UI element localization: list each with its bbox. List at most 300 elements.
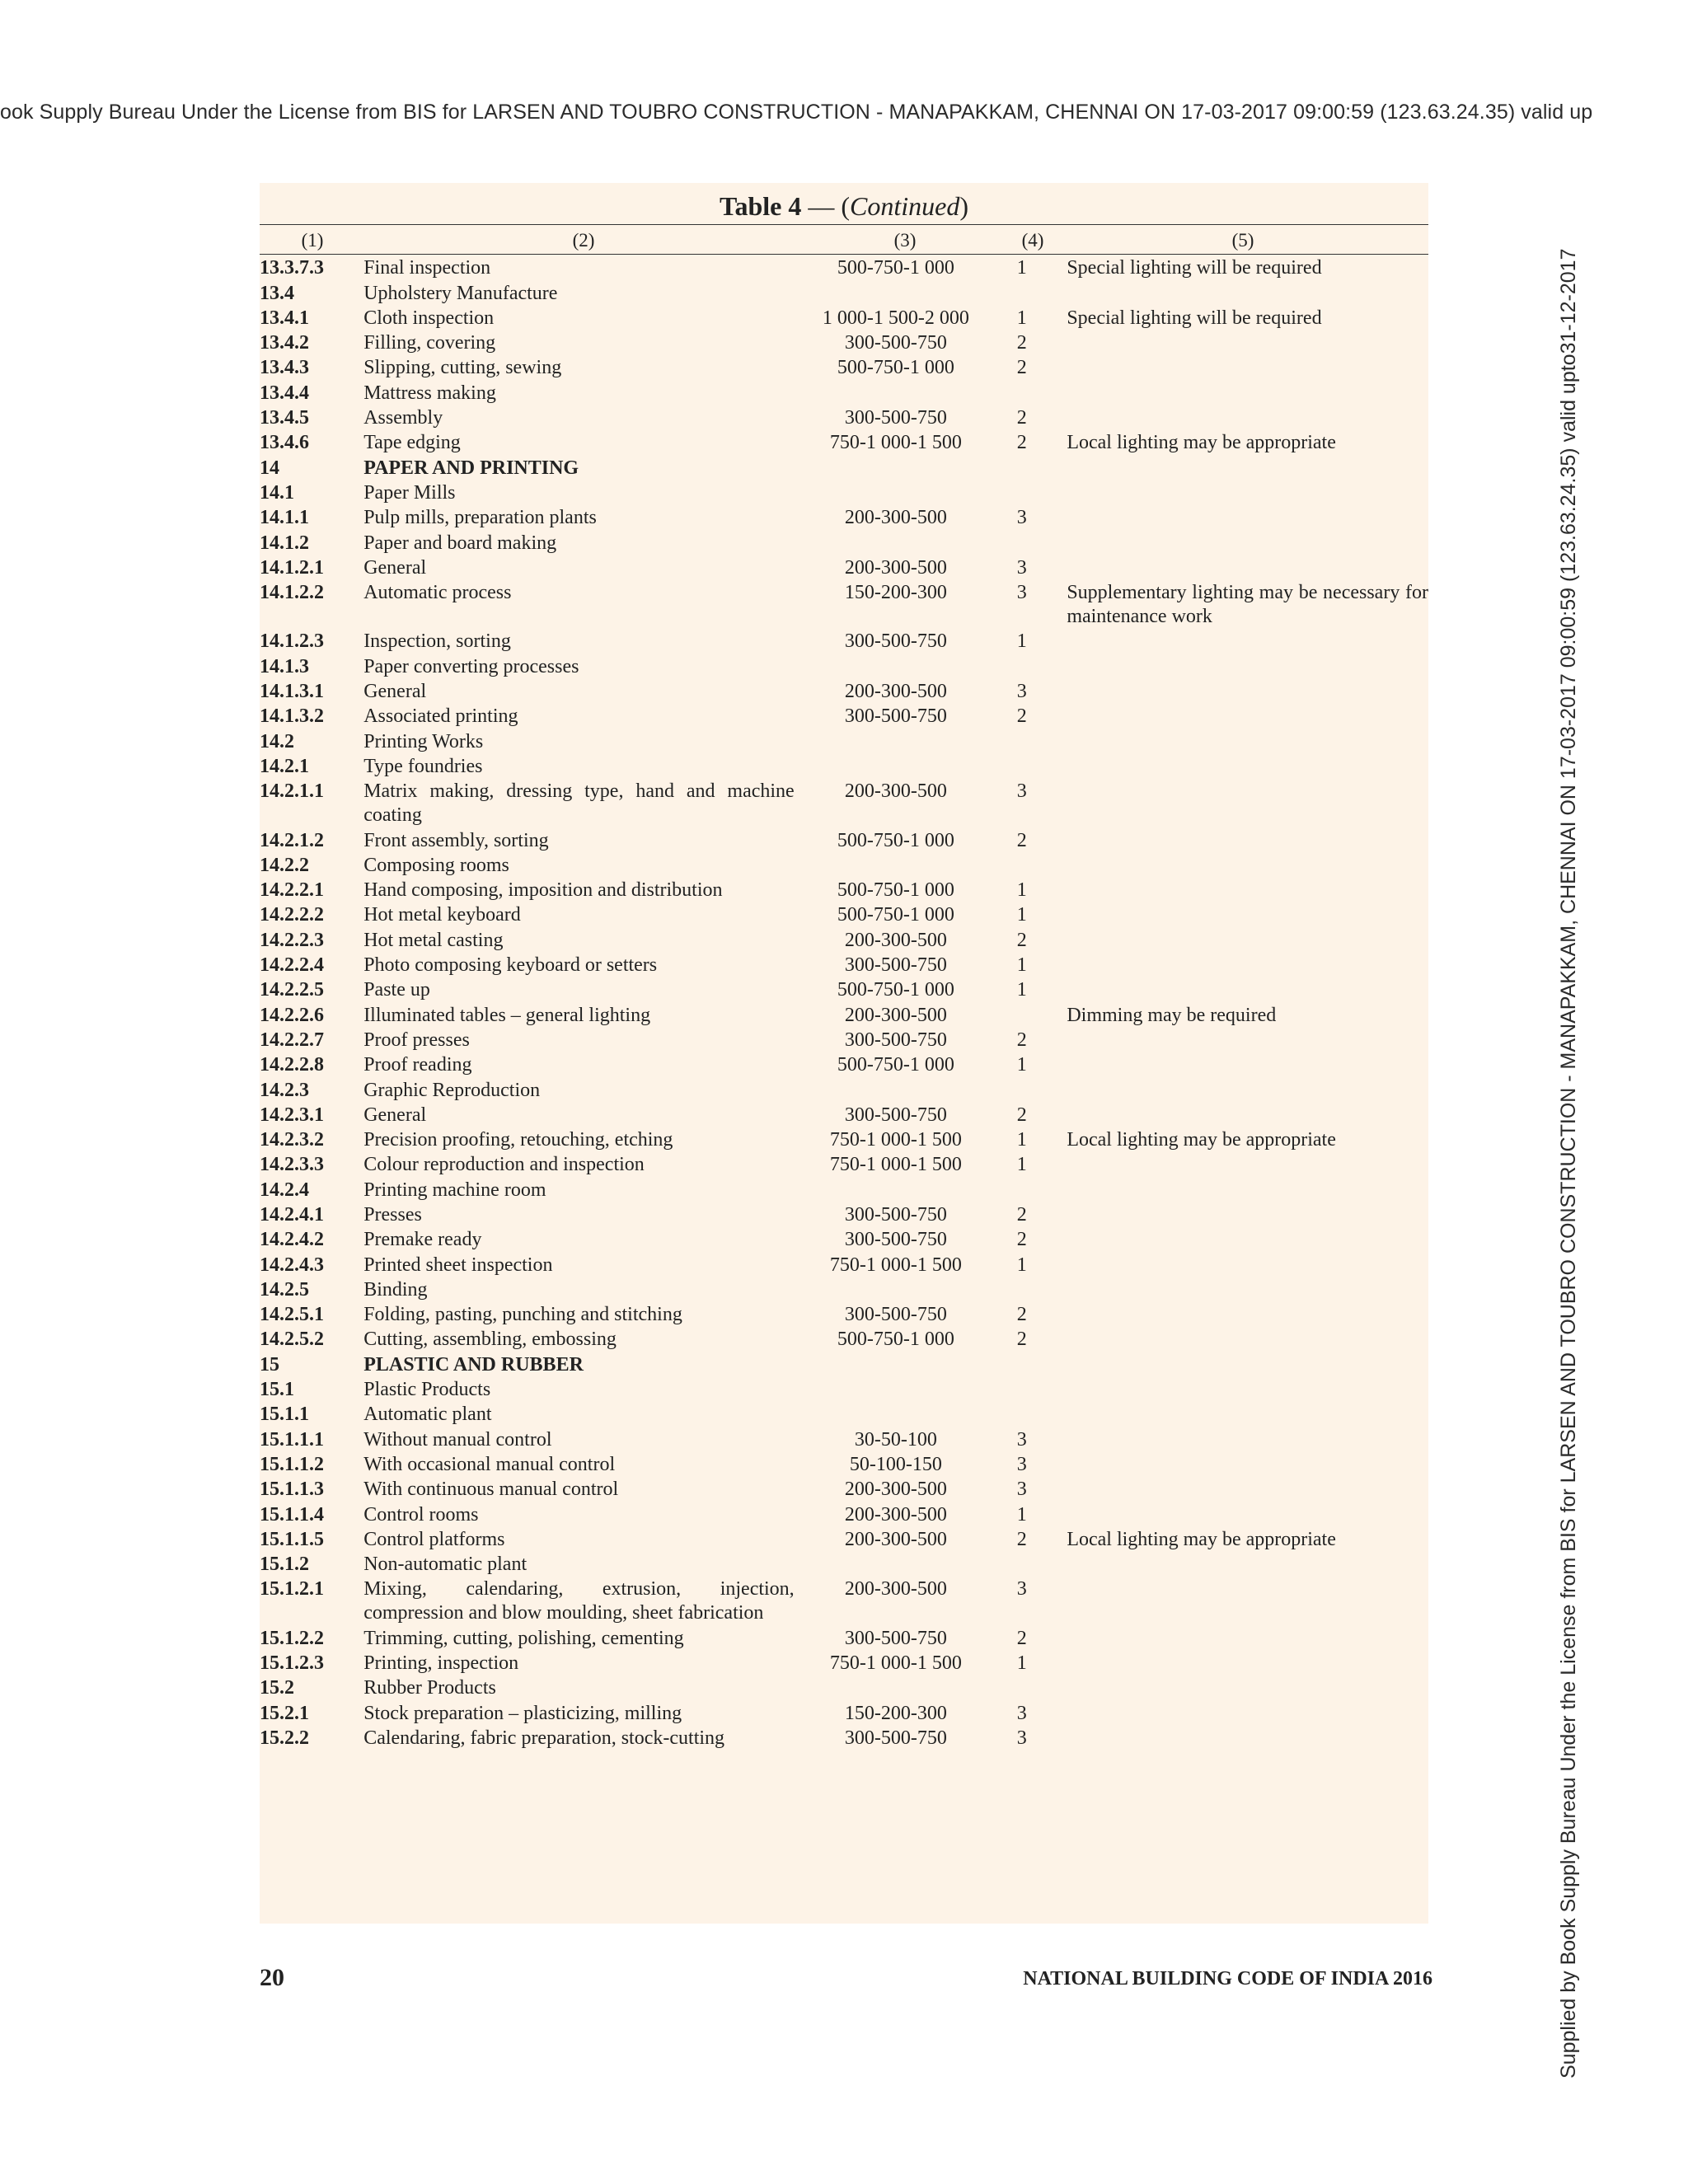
illuminance-cell: [795, 1278, 997, 1302]
table-row: [260, 532, 1428, 555]
table-row: [260, 680, 1428, 704]
activity-cell: Type foundries: [363, 755, 483, 777]
glare-index-cell: 3: [1016, 1578, 1027, 1601]
glare-index-cell: 3: [1016, 1727, 1027, 1749]
table-row: [260, 705, 1428, 729]
illuminance-cell: 200-300-500: [844, 929, 947, 951]
illuminance-cell: [795, 655, 997, 679]
activity-cell: Associated printing: [363, 705, 518, 728]
remarks-cell: [1046, 1478, 1428, 1502]
clause-number: 15.1.1: [260, 1404, 309, 1426]
activity-cell: Automatic process: [363, 582, 512, 604]
table-row: [260, 556, 1428, 580]
glare-index-cell: 1: [1016, 307, 1027, 329]
remarks-cell: [1046, 954, 1428, 977]
clause-number: 14.2.2: [260, 854, 309, 876]
table-row: [260, 854, 1428, 878]
activity-cell: Printing machine room: [363, 1179, 546, 1201]
glare-index-cell: [997, 282, 1046, 306]
illuminance-cell: 500-750-1 000: [837, 879, 954, 902]
clause-number: 13.4.4: [260, 382, 309, 404]
illuminance-cell: 200-300-500: [844, 1528, 947, 1550]
glare-index-cell: 2: [1016, 1104, 1027, 1126]
activity-cell: Mixing, calendaring, extrusion, injection, compression and blow moulding, sheet fabrication: [363, 1578, 795, 1624]
clause-number: 13.4.6: [260, 432, 309, 454]
illuminance-cell: 300-500-750: [844, 1304, 947, 1326]
remarks-cell: [1046, 929, 1428, 953]
clause-number: 14.2.4.1: [260, 1203, 324, 1226]
table-row: [260, 730, 1428, 754]
remarks-cell: [1046, 1179, 1428, 1202]
table-row: [260, 307, 1428, 330]
column-header-4: (4): [1021, 230, 1044, 251]
clause-number: 15.1.1.1: [260, 1428, 324, 1451]
clause-number: 15.2.1: [260, 1702, 309, 1724]
glare-index-cell: 1: [1016, 1129, 1027, 1151]
glare-index-cell: 2: [1016, 432, 1027, 454]
activity-cell: Paper Mills: [363, 481, 456, 504]
table-row: [260, 630, 1428, 654]
glare-index-cell: 2: [1016, 1329, 1027, 1351]
table-row: [260, 1029, 1428, 1052]
glare-index-cell: 3: [1016, 582, 1027, 604]
table-row: [260, 1079, 1428, 1103]
activity-cell: Proof reading: [363, 1054, 472, 1076]
illuminance-cell: [795, 854, 997, 878]
activity-cell: Printed sheet inspection: [363, 1254, 553, 1276]
remarks-cell: [1046, 1403, 1428, 1427]
table-row: [260, 1428, 1428, 1452]
glare-index-cell: [997, 1278, 1046, 1302]
table-row: [260, 879, 1428, 902]
clause-number: 13.4: [260, 282, 294, 304]
activity-cell: Hot metal keyboard: [363, 904, 521, 926]
remarks-cell: Special lighting will be required: [1067, 257, 1322, 279]
clause-number: 14.1.3.2: [260, 705, 324, 728]
clause-number: 14.1.3: [260, 655, 309, 677]
activity-cell: Rubber Products: [363, 1677, 496, 1699]
table-row: [260, 1553, 1428, 1577]
column-header-1: (1): [301, 230, 324, 251]
glare-index-cell: 1: [1016, 979, 1027, 1001]
remarks-cell: [1046, 481, 1428, 505]
glare-index-cell: [997, 532, 1046, 555]
glare-index-cell: [997, 755, 1046, 779]
clause-number: 15.2.2: [260, 1727, 309, 1749]
clause-number: 14.2.4: [260, 1179, 309, 1201]
activity-cell: Hot metal casting: [363, 929, 504, 951]
table-row: [260, 1179, 1428, 1202]
glare-index-cell: 2: [1016, 1627, 1027, 1649]
illuminance-cell: 200-300-500: [844, 507, 947, 529]
table-row: [260, 829, 1428, 853]
illuminance-cell: [795, 1079, 997, 1103]
watermark-top: ook Supply Bureau Under the License from BIS for LARSEN AND TOUBRO CONSTRUCTION - MANAPAKKAM, CHENNAI ON 17-03-2017 09:00:59 (123.63.24.35) valid up: [0, 101, 1593, 124]
activity-cell: Presses: [363, 1203, 422, 1226]
activity-cell: PAPER AND PRINTING: [363, 457, 579, 479]
activity-cell: Automatic plant: [363, 1404, 492, 1426]
clause-number: 14.2.2.4: [260, 954, 324, 977]
illuminance-cell: 300-500-750: [844, 407, 947, 429]
table-row: [260, 1328, 1428, 1352]
glare-index-cell: 2: [1016, 332, 1027, 354]
clause-number: 14.1.2.1: [260, 556, 324, 579]
glare-index-cell: 2: [1016, 1528, 1027, 1550]
clause-number: 15.1.1.3: [260, 1479, 324, 1501]
table-row: [260, 1128, 1428, 1152]
illuminance-cell: 200-300-500: [844, 681, 947, 703]
clause-number: 14.2.3.3: [260, 1154, 324, 1176]
remarks-cell: [1046, 1079, 1428, 1103]
illuminance-cell: 300-500-750: [844, 332, 947, 354]
table-row: [260, 481, 1428, 505]
glare-index-cell: [997, 1004, 1046, 1028]
activity-cell: PLASTIC AND RUBBER: [363, 1353, 584, 1376]
illuminance-cell: [795, 532, 997, 555]
activity-cell: Filling, covering: [363, 332, 496, 354]
clause-number: 14.2.4.3: [260, 1254, 324, 1276]
remarks-cell: [1046, 730, 1428, 754]
remarks-cell: Local lighting may be appropriate: [1067, 1528, 1336, 1550]
glare-index-cell: 3: [1016, 556, 1027, 579]
remarks-cell: Local lighting may be appropriate: [1067, 432, 1336, 454]
glare-index-cell: 2: [1016, 357, 1027, 379]
clause-number: 15.2: [260, 1677, 294, 1699]
table-row: [260, 903, 1428, 927]
table-row: [260, 1153, 1428, 1177]
activity-cell: Folding, pasting, punching and stitching: [363, 1304, 682, 1326]
activity-cell: Colour reproduction and inspection: [363, 1154, 645, 1176]
activity-cell: General: [363, 556, 427, 579]
remarks-cell: [1046, 705, 1428, 729]
activity-cell: Binding: [363, 1278, 428, 1301]
remarks-cell: [1046, 755, 1428, 779]
clause-number: 14.2.2.6: [260, 1004, 324, 1026]
glare-index-cell: 1: [1016, 954, 1027, 977]
remarks-cell: [1046, 1153, 1428, 1177]
clause-number: 14.2.3.2: [260, 1129, 324, 1151]
illuminance-cell: [795, 457, 997, 480]
glare-index-cell: [997, 1079, 1046, 1103]
table-row: [260, 1254, 1428, 1277]
glare-index-cell: 1: [1016, 1254, 1027, 1276]
table-row: [260, 406, 1428, 430]
clause-number: 14.2.1.2: [260, 829, 324, 851]
clause-number: 14.2.3.1: [260, 1104, 324, 1126]
clause-number: 14.2.5.1: [260, 1304, 324, 1326]
remarks-cell: [1046, 457, 1428, 480]
illuminance-cell: 200-300-500: [844, 1479, 947, 1501]
illuminance-cell: [795, 382, 997, 405]
remarks-cell: [1046, 1203, 1428, 1227]
illuminance-cell: [795, 1553, 997, 1577]
illuminance-cell: 300-500-750: [844, 954, 947, 977]
glare-index-cell: 3: [1016, 1453, 1027, 1475]
remarks-cell: [1046, 1053, 1428, 1077]
activity-cell: Trimming, cutting, polishing, cementing: [363, 1627, 684, 1649]
table-row: [260, 1627, 1428, 1651]
remarks-cell: [1046, 1727, 1428, 1750]
glare-index-cell: 3: [1016, 780, 1027, 803]
glare-index-cell: 1: [1016, 1154, 1027, 1176]
glare-index-cell: 3: [1016, 1702, 1027, 1724]
table-row: [260, 1104, 1428, 1127]
clause-number: 15.1.1.4: [260, 1503, 324, 1526]
remarks-cell: [1046, 382, 1428, 405]
remarks-cell: [1046, 903, 1428, 927]
table-row: [260, 1303, 1428, 1327]
table-row: [260, 1004, 1428, 1028]
remarks-cell: [1046, 1652, 1428, 1675]
illuminance-cell: [795, 1378, 997, 1402]
activity-cell: Control platforms: [363, 1528, 505, 1550]
glare-index-cell: 3: [1016, 507, 1027, 529]
illuminance-cell: 300-500-750: [844, 1203, 947, 1226]
clause-number: 14.2.2.7: [260, 1029, 324, 1051]
illuminance-cell: 1 000-1 500-2 000: [822, 307, 969, 329]
illuminance-cell: [795, 1676, 997, 1700]
remarks-cell: [1046, 1328, 1428, 1352]
glare-index-cell: [997, 481, 1046, 505]
table-row: [260, 282, 1428, 306]
table-row: [260, 1676, 1428, 1700]
illuminance-cell: 200-300-500: [844, 556, 947, 579]
glare-index-cell: [997, 1403, 1046, 1427]
remarks-cell: [1046, 1029, 1428, 1052]
illuminance-cell: 500-750-1 000: [837, 979, 954, 1001]
clause-number: 14.2: [260, 730, 294, 752]
table-row: [260, 581, 1428, 629]
publication-title: NATIONAL BUILDING CODE OF INDIA 2016: [1023, 1968, 1432, 1990]
activity-cell: Hand composing, imposition and distribution: [363, 879, 723, 902]
remarks-cell: [1046, 1353, 1428, 1377]
activity-cell: Paste up: [363, 979, 430, 1001]
glare-index-cell: 1: [1016, 1503, 1027, 1526]
activity-cell: Matrix making, dressing type, hand and machine coating: [363, 780, 795, 827]
activity-cell: Cloth inspection: [363, 307, 495, 329]
activity-cell: Final inspection: [363, 257, 491, 279]
glare-index-cell: [997, 1179, 1046, 1202]
remarks-cell: [1046, 978, 1428, 1002]
clause-number: 13.4.1: [260, 307, 309, 329]
activity-cell: General: [363, 1104, 427, 1126]
remarks-cell: [1046, 1428, 1428, 1452]
glare-index-cell: [997, 854, 1046, 878]
page-number: 20: [260, 1964, 284, 1991]
illuminance-cell: 150-200-300: [844, 582, 947, 604]
table-row: [260, 506, 1428, 530]
table-row: [260, 1378, 1428, 1402]
activity-cell: Proof presses: [363, 1029, 470, 1051]
activity-cell: Photo composing keyboard or setters: [363, 954, 658, 977]
clause-number: 13.4.3: [260, 357, 309, 379]
table-row: [260, 457, 1428, 480]
glare-index-cell: 1: [1016, 630, 1027, 653]
activity-cell: Upholstery Manufacture: [363, 282, 558, 304]
table-row: [260, 1278, 1428, 1302]
remarks-cell: [1046, 1577, 1428, 1625]
illuminance-cell: [795, 481, 997, 505]
illuminance-cell: 30-50-100: [854, 1428, 937, 1451]
illuminance-cell: 300-500-750: [844, 1029, 947, 1051]
clause-number: 14.2.3: [260, 1079, 309, 1101]
table-row: [260, 1652, 1428, 1675]
clause-number: 14.2.5: [260, 1278, 309, 1301]
remarks-cell: [1046, 556, 1428, 580]
table-row: [260, 382, 1428, 405]
glare-index-cell: 1: [1016, 257, 1027, 279]
illuminance-cell: [795, 1403, 997, 1427]
remarks-cell: Special lighting will be required: [1067, 307, 1322, 329]
clause-number: 15.1.2.2: [260, 1627, 324, 1649]
activity-cell: Composing rooms: [363, 854, 509, 876]
glare-index-cell: 1: [1016, 879, 1027, 902]
clause-number: 13.3.7.3: [260, 257, 324, 279]
remarks-cell: [1046, 506, 1428, 530]
illuminance-cell: 750-1 000-1 500: [829, 432, 962, 454]
clause-number: 14.2.2.8: [260, 1054, 324, 1076]
watermark-side: Supplied by Book Supply Bureau Under the License from BIS for LARSEN AND TOUBRO CONSTRUCTION - MANAPAKKAM, CHENNAI ON 17-03-2017 09:00:59 (123.63.24.35) valid upto31-12-2017: [1557, 248, 1580, 2079]
header-bottom-rule: [260, 254, 1428, 255]
illuminance-cell: [795, 1353, 997, 1377]
table-title: Table 4 — (Continued): [720, 191, 968, 221]
table-body: [260, 255, 1428, 1750]
clause-number: 14.1: [260, 481, 294, 504]
clause-number: 14.1.2.2: [260, 582, 324, 604]
glare-index-cell: 3: [1016, 1479, 1027, 1501]
clause-number: 14.2.2.1: [260, 879, 324, 902]
illuminance-cell: 300-500-750: [844, 1229, 947, 1251]
column-header-5: (5): [1231, 230, 1254, 251]
clause-number: 15: [260, 1353, 279, 1376]
illuminance-cell: 500-750-1 000: [837, 357, 954, 379]
remarks-cell: [1046, 854, 1428, 878]
glare-index-cell: [997, 730, 1046, 754]
clause-number: 15.1.1.5: [260, 1528, 324, 1550]
clause-number: 15.1.2.3: [260, 1652, 324, 1675]
glare-index-cell: 2: [1016, 705, 1027, 728]
remarks-cell: [1046, 331, 1428, 355]
activity-cell: Illuminated tables – general lighting: [363, 1004, 651, 1026]
table-row: [260, 1528, 1428, 1552]
remarks-cell: [1046, 1553, 1428, 1577]
illuminance-cell: 500-750-1 000: [837, 904, 954, 926]
activity-cell: Front assembly, sorting: [363, 829, 549, 851]
table-row: [260, 929, 1428, 953]
clause-number: 15.1.2: [260, 1554, 309, 1576]
remarks-cell: [1046, 680, 1428, 704]
remarks-cell: [1046, 1627, 1428, 1651]
glare-index-cell: [997, 457, 1046, 480]
clause-number: 14: [260, 457, 279, 479]
glare-index-cell: [997, 655, 1046, 679]
remarks-cell: Local lighting may be appropriate: [1067, 1129, 1336, 1151]
illuminance-cell: [795, 282, 997, 306]
clause-number: 13.4.2: [260, 332, 309, 354]
illuminance-cell: 300-500-750: [844, 1627, 947, 1649]
glare-index-cell: 3: [1016, 681, 1027, 703]
remarks-cell: Supplementary lighting may be necessary for maintenance work: [1067, 582, 1429, 628]
illuminance-cell: 300-500-750: [844, 705, 947, 728]
clause-number: 15.1.2.1: [260, 1578, 324, 1601]
activity-cell: With occasional manual control: [363, 1453, 616, 1475]
glare-index-cell: [997, 1378, 1046, 1402]
activity-cell: Printing, inspection: [363, 1652, 519, 1675]
illuminance-cell: 50-100-150: [849, 1453, 942, 1475]
clause-number: 14.2.2.5: [260, 979, 324, 1001]
remarks-cell: [1046, 1228, 1428, 1252]
activity-cell: Tape edging: [363, 432, 461, 454]
remarks-cell: [1046, 1378, 1428, 1402]
table-row: [260, 954, 1428, 977]
table-row: [260, 655, 1428, 679]
glare-index-cell: [997, 382, 1046, 405]
activity-cell: Plastic Products: [363, 1379, 491, 1401]
table-row: [260, 1503, 1428, 1527]
clause-number: 14.1.3.1: [260, 681, 324, 703]
clause-number: 14.1.2: [260, 532, 309, 554]
column-header-3: (3): [893, 230, 917, 251]
illuminance-cell: 200-300-500: [844, 1004, 947, 1026]
activity-cell: Precision proofing, retouching, etching: [363, 1129, 673, 1151]
clause-number: 15.1: [260, 1379, 294, 1401]
table-row: [260, 1403, 1428, 1427]
illuminance-cell: 200-300-500: [844, 1503, 947, 1526]
remarks-cell: [1046, 1453, 1428, 1477]
glare-index-cell: 2: [1016, 407, 1027, 429]
table-row: [260, 978, 1428, 1002]
illuminance-cell: 200-300-500: [844, 780, 947, 803]
table-row: [260, 1453, 1428, 1477]
table-row: [260, 1702, 1428, 1726]
illuminance-cell: 750-1 000-1 500: [829, 1154, 962, 1176]
activity-cell: Stock preparation – plasticizing, milling: [363, 1702, 682, 1724]
illuminance-cell: 300-500-750: [844, 630, 947, 653]
activity-cell: Without manual control: [363, 1428, 552, 1451]
activity-cell: Mattress making: [363, 382, 496, 404]
activity-cell: Paper converting processes: [363, 655, 579, 677]
remarks-cell: [1046, 655, 1428, 679]
remarks-cell: Dimming may be required: [1067, 1004, 1277, 1026]
table-row: [260, 1053, 1428, 1077]
table-row: [260, 780, 1428, 827]
remarks-cell: [1046, 282, 1428, 306]
table-row: [260, 256, 1428, 280]
glare-index-cell: 2: [1016, 1304, 1027, 1326]
remarks-cell: [1046, 780, 1428, 827]
clause-number: 14.2.1: [260, 755, 309, 777]
glare-index-cell: 1: [1016, 1652, 1027, 1675]
remarks-cell: [1046, 829, 1428, 853]
table-row: [260, 1353, 1428, 1377]
table-row: [260, 1577, 1428, 1625]
header-top-rule: [260, 224, 1428, 225]
table-row: [260, 331, 1428, 355]
illuminance-cell: 750-1 000-1 500: [829, 1254, 962, 1276]
glare-index-cell: [997, 1676, 1046, 1700]
table-row: [260, 356, 1428, 380]
activity-cell: General: [363, 681, 427, 703]
remarks-cell: [1046, 879, 1428, 902]
activity-cell: Slipping, cutting, sewing: [363, 357, 562, 379]
clause-number: 13.4.5: [260, 407, 309, 429]
illuminance-cell: 750-1 000-1 500: [829, 1129, 962, 1151]
activity-cell: Graphic Reproduction: [363, 1079, 541, 1101]
remarks-cell: [1046, 1303, 1428, 1327]
table-row: [260, 1228, 1428, 1252]
glare-index-cell: 2: [1016, 1229, 1027, 1251]
glare-index-cell: [997, 1353, 1046, 1377]
